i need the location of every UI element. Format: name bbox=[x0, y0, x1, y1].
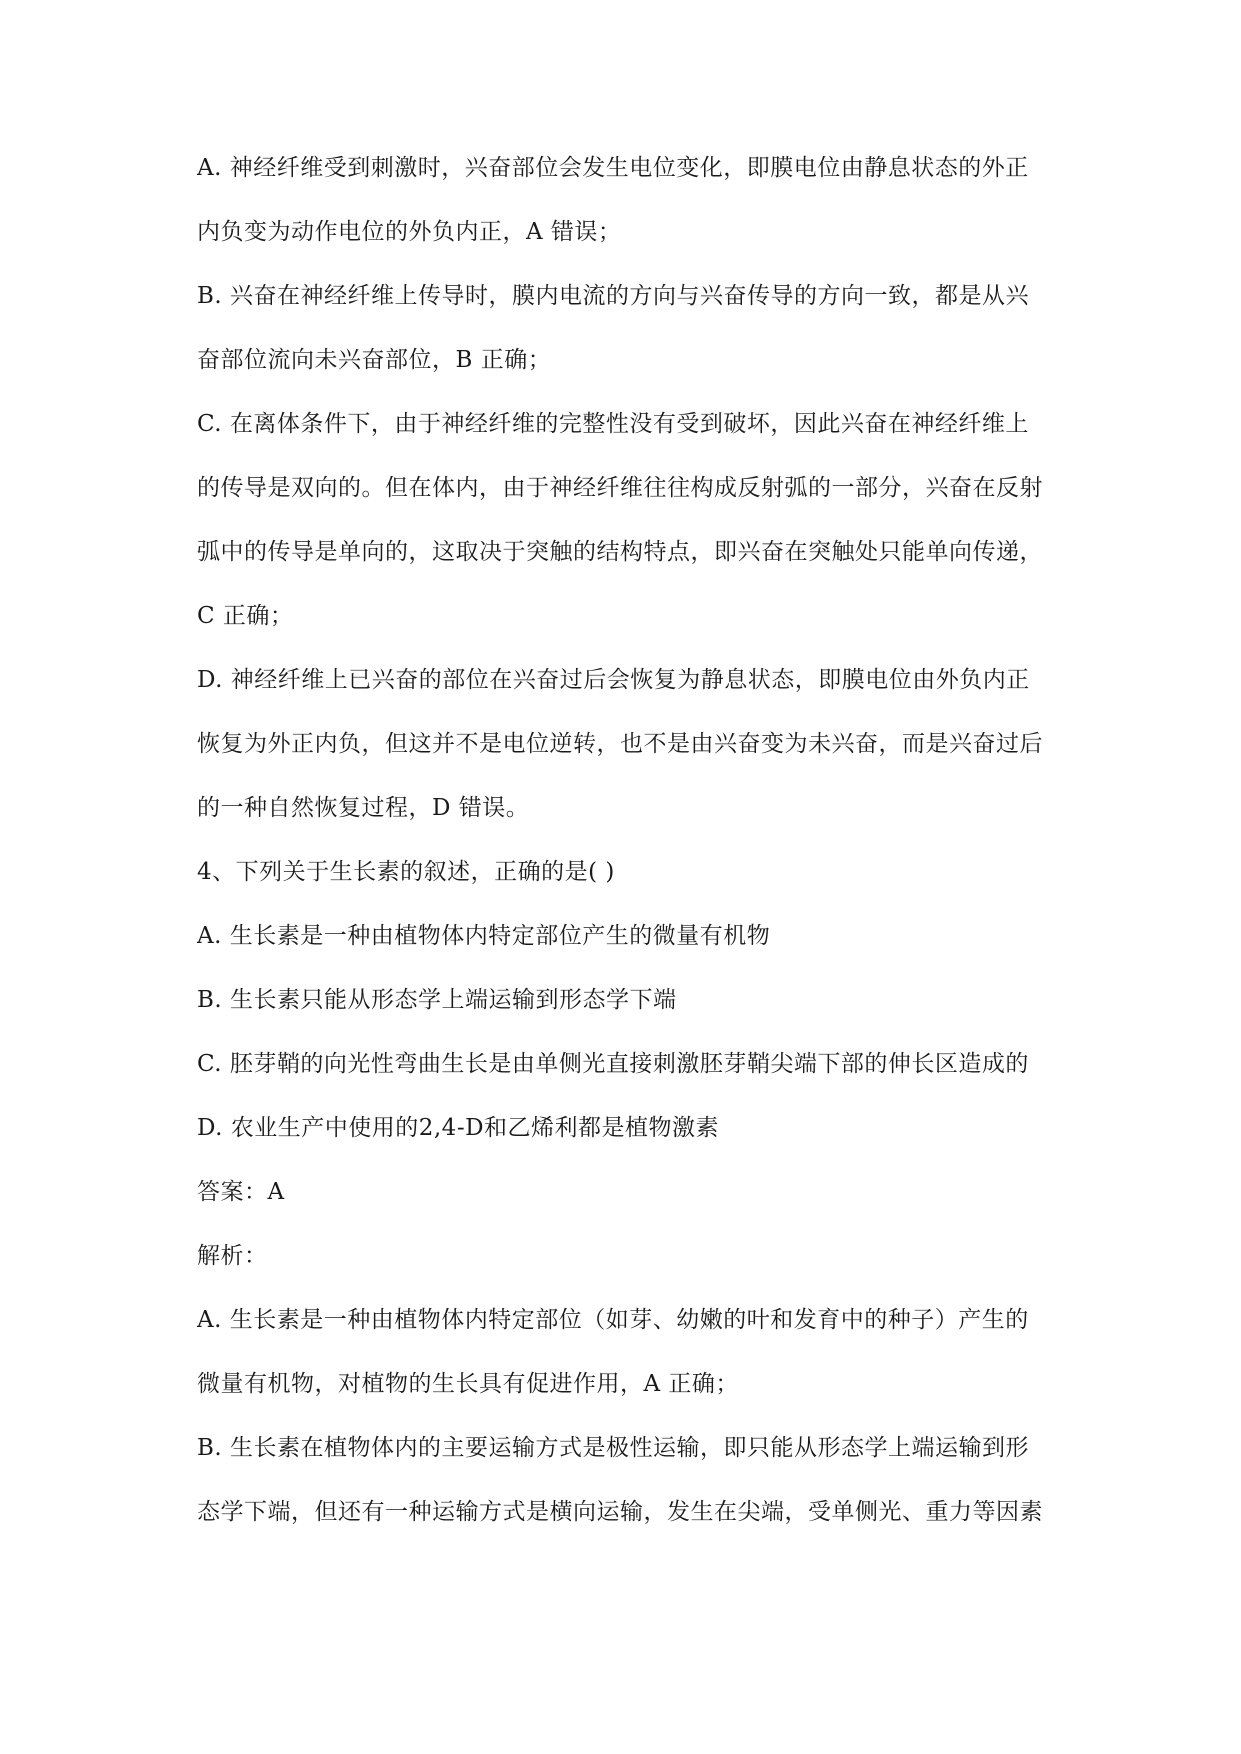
analysis-heading: 解析： bbox=[197, 1243, 268, 1269]
question-title: 4、下列关于生长素的叙述，正确的是( ) bbox=[197, 859, 615, 885]
text-line: 微量有机物，对植物的生长具有促进作用，A 正确； bbox=[197, 1371, 739, 1397]
text-line: B. 生长素在植物体内的主要运输方式是极性运输，即只能从形态学上端运输到形 bbox=[197, 1435, 1030, 1461]
answer-line: 答案：A bbox=[197, 1179, 285, 1205]
text-line: 的一种自然恢复过程，D 错误。 bbox=[197, 795, 530, 821]
text-line: 恢复为外正内负，但这并不是电位逆转，也不是由兴奋变为未兴奋，而是兴奋过后 bbox=[197, 731, 1043, 757]
text-line: 奋部位流向未兴奋部位，B 正确； bbox=[197, 347, 552, 373]
text-line: 弧中的传导是单向的，这取决于突触的结构特点，即兴奋在突触处只能单向传递， bbox=[197, 539, 1043, 565]
text-line: C 正确； bbox=[197, 603, 294, 629]
option-c: C. 胚芽鞘的向光性弯曲生长是由单侧光直接刺激胚芽鞘尖端下部的伸长区造成的 bbox=[197, 1051, 1029, 1077]
text-line: 态学下端，但还有一种运输方式是横向运输，发生在尖端，受单侧光、重力等因素 bbox=[197, 1499, 1043, 1525]
text-line: A. 生长素是一种由植物体内特定部位（如芽、幼嫩的叶和发育中的种子）产生的 bbox=[197, 1307, 1029, 1333]
text-line: B. 兴奋在神经纤维上传导时，膜内电流的方向与兴奋传导的方向一致，都是从兴 bbox=[197, 283, 1030, 309]
option-b: B. 生长素只能从形态学上端运输到形态学下端 bbox=[197, 987, 677, 1013]
option-a: A. 生长素是一种由植物体内特定部位产生的微量有机物 bbox=[197, 923, 771, 949]
text-line: 内负变为动作电位的外负内正，A 错误； bbox=[197, 219, 622, 245]
text-line: C. 在离体条件下，由于神经纤维的完整性没有受到破坏，因此兴奋在神经纤维上 bbox=[197, 411, 1029, 437]
option-d: D. 农业生产中使用的2,4-D和乙烯利都是植物激素 bbox=[197, 1115, 720, 1141]
text-line: 的传导是双向的。但在体内，由于神经纤维往往构成反射弧的一部分，兴奋在反射 bbox=[197, 475, 1043, 501]
text-line: D. 神经纤维上已兴奋的部位在兴奋过后会恢复为静息状态，即膜电位由外负内正 bbox=[197, 667, 1030, 693]
text-line: A. 神经纤维受到刺激时，兴奋部位会发生电位变化，即膜电位由静息状态的外正 bbox=[197, 155, 1029, 181]
